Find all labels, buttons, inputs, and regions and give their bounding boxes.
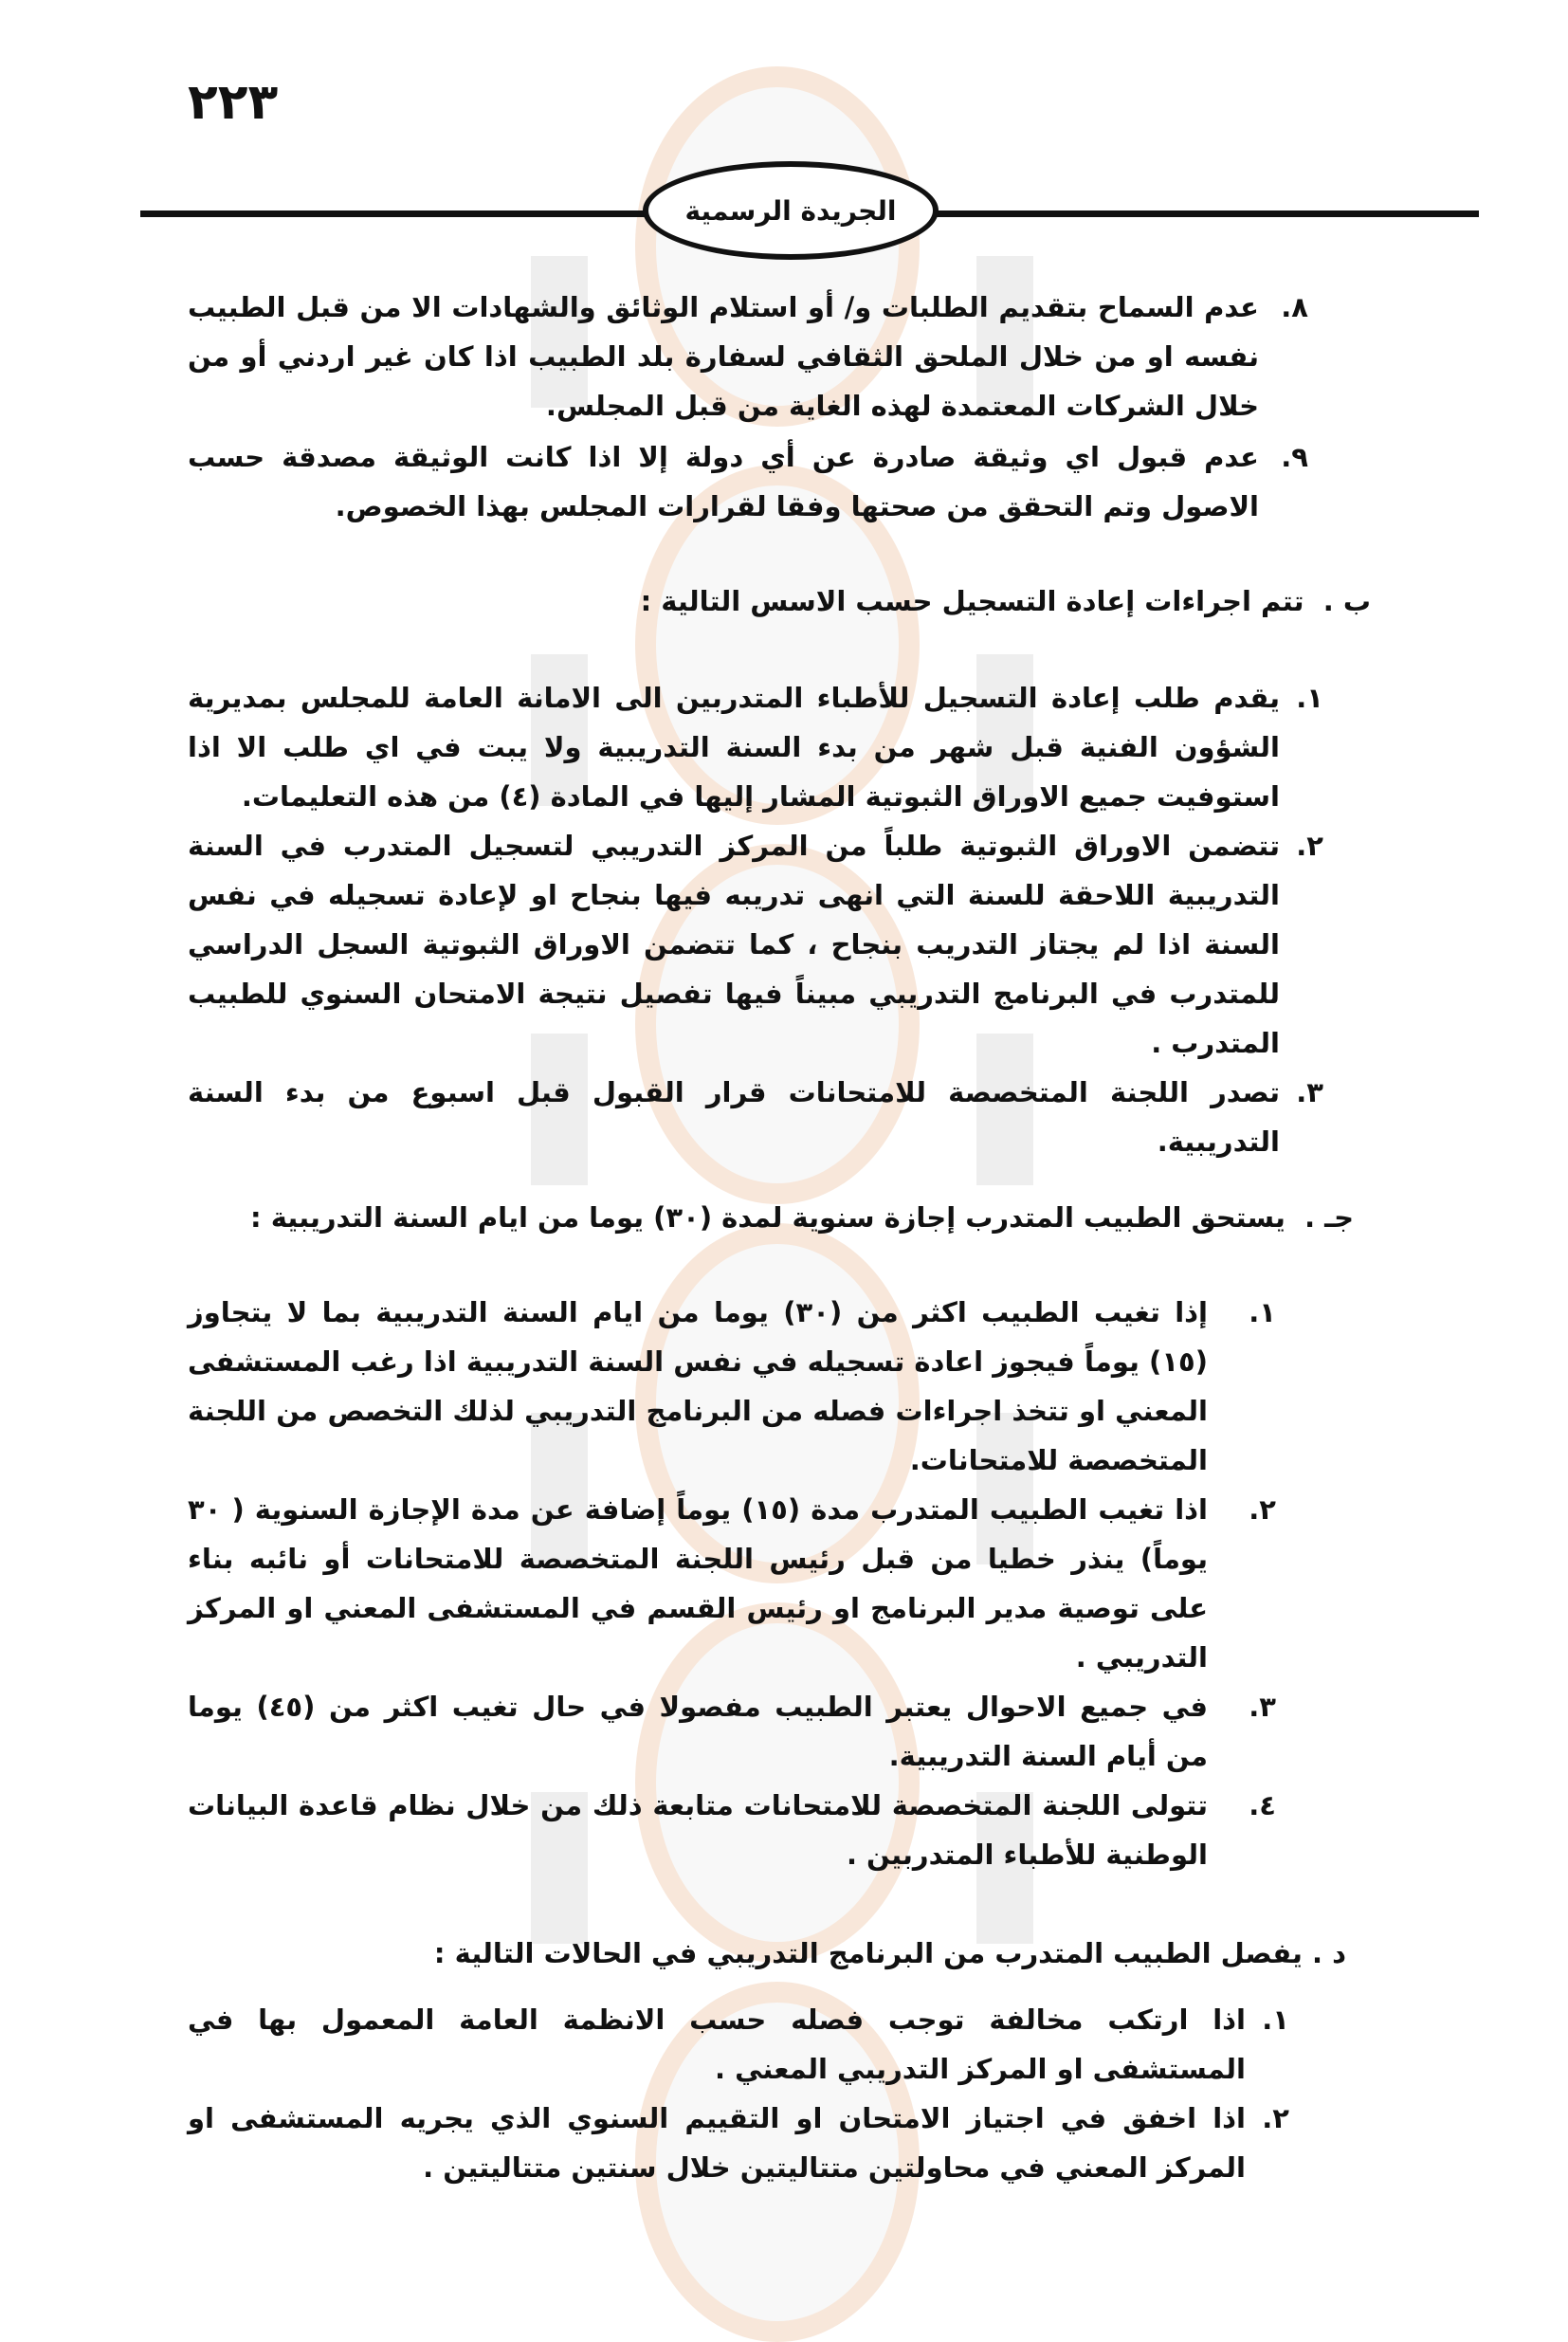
item-number: ٣. [1249, 1691, 1276, 1723]
section-heading: تتم اجراءات إعادة التسجيل حسب الاسس التالية : [640, 585, 1304, 617]
section-heading: يستحق الطبيب المتدرب إجازة سنوية لمدة (٣٠) يوما من ايام السنة التدريبية : [250, 1201, 1285, 1234]
list-item [188, 1068, 1323, 1166]
item-text: اذا اخفق في اجتياز الامتحان او التقييم السنوي الذي يجريه المستشفى او المركز المعني في محاولتين متتاليتين خلال سنتين متتاليتين . [188, 2102, 1246, 2184]
item-number: ٢. [1249, 1493, 1276, 1526]
section-label: جـ . [1304, 1201, 1354, 1234]
list-item [188, 821, 1323, 1068]
section-c-heading [0, 1193, 1568, 1242]
item-number: ٢. [1296, 830, 1323, 862]
item-text: إذا تغيب الطبيب اكثر من (٣٠) يوما من ايام السنة التدريبية بما لا يتجاوز (١٥) يوماً فيجوز اعادة تسجيله في نفس السنة التدريبية اذا رغب المستشفى المعني او تتخذ اجراءات فصله من البرنامج التدريبي لذلك التخصص من اللجنة المتخصصة للامتحانات. [188, 1296, 1208, 1476]
item-number: ٨. [1281, 291, 1308, 323]
item-text: تصدر اللجنة المتخصصة للامتحانات قرار القبول قبل اسبوع من بدء السنة التدريبية. [188, 1076, 1280, 1158]
item-text: يقدم طلب إعادة التسجيل للأطباء المتدربين الى الامانة العامة للمجلس بمديرية الشؤون الفنية قبل شهر من بدء السنة التدريبية ولا يبت في اي طلب الا اذا استوفيت جميع الاوراق الثبوتية المشار إليها في المادة (٤) من هذه التعليمات. [188, 682, 1280, 813]
document-body [0, 283, 1568, 2192]
page-number: ٢٢٣ [188, 74, 279, 131]
item-number: ٢. [1262, 2102, 1289, 2134]
item-number: ٤. [1249, 1789, 1276, 1821]
section-heading: يفصل الطبيب المتدرب من البرنامج التدريبي في الحالات التالية : [433, 1937, 1303, 1969]
list-item [188, 1682, 1276, 1781]
gazette-title: الجريدة الرسمية [684, 194, 897, 227]
list-item [188, 1995, 1289, 2094]
item-number: ٣. [1296, 1076, 1323, 1108]
item-text: عدم السماح بتقديم الطلبات و/ أو استلام الوثائق والشهادات الا من قبل الطبيب نفسه او من خلال الملحق الثقافي لسفارة بلد الطبيب اذا كان غير اردني أو من خلال الشركات المعتمدة لهذه الغاية من قبل المجلس. [188, 291, 1259, 422]
item-text: اذا تغيب الطبيب المتدرب مدة (١٥) يوماً إضافة عن مدة الإجازة السنوية ( ٣٠ يوماً) ينذر خطيا من قبل رئيس اللجنة المتخصصة للامتحانات أو نائبه بناء على توصية مدير البرنامج او رئيس القسم في المستشفى المعني او المركز التدريبي . [188, 1493, 1208, 1674]
gazette-title-oval [643, 161, 939, 260]
item-number: ٩. [1281, 441, 1308, 473]
list-item [188, 2094, 1289, 2192]
item-text: تتضمن الاوراق الثبوتية طلباً من المركز التدريبي لتسجيل المتدرب في السنة التدريبية اللاحقة للسنة التي انهى تدريبه فيها بنجاح او لإعادة تسجيله في نفس السنة اذا لم يجتاز التدريب بنجاح ، كما تتضمن الاوراق الثبوتية السجل الدراسي للمتدرب في البرنامج التدريبي مبيناً فيها تفصيل نتيجة الامتحان السنوي للطبيب المتدرب . [188, 830, 1280, 1059]
list-item [188, 1781, 1276, 1879]
item-text: في جميع الاحوال يعتبر الطبيب مفصولا في حال تغيب اكثر من (٤٥) يوما من أيام السنة التدريبية. [188, 1691, 1208, 1772]
item-number: ١. [1296, 682, 1323, 714]
section-b-heading [0, 576, 1568, 626]
item-text: اذا ارتكب مخالفة توجب فصله حسب الانظمة العامة المعمول بها في المستشفى او المركز التدريبي المعني . [188, 2004, 1246, 2085]
section-label: د . [1312, 1937, 1346, 1969]
list-item [188, 432, 1308, 531]
list-item [188, 1485, 1276, 1682]
item-number: ١. [1262, 2004, 1289, 2036]
item-text: تتولى اللجنة المتخصصة للامتحانات متابعة ذلك من خلال نظام قاعدة البيانات الوطنية للأطباء المتدربين . [188, 1789, 1208, 1871]
section-label: ب . [1322, 585, 1371, 617]
list-item [188, 283, 1308, 430]
list-item [188, 673, 1323, 821]
section-d-heading [0, 1929, 1568, 1978]
list-item [188, 1288, 1276, 1485]
item-number: ١. [1249, 1296, 1276, 1328]
item-text: عدم قبول اي وثيقة صادرة عن أي دولة إلا اذا كانت الوثيقة مصدقة حسب الاصول وتم التحقق من صحتها وفقا لقرارات المجلس بهذا الخصوص. [188, 441, 1259, 522]
